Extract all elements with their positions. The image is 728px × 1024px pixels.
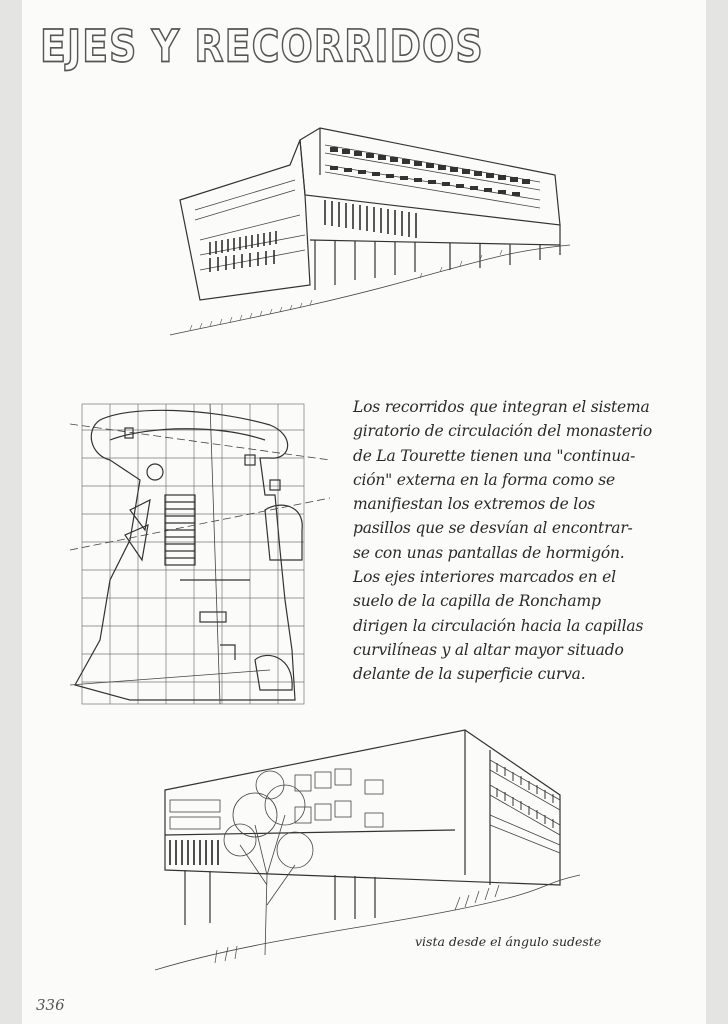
text-line: dirigen la circulación hacia la capillas bbox=[353, 616, 644, 635]
page-title: EJES Y RECORRIDOS bbox=[40, 20, 484, 72]
monastery-sketch-top bbox=[160, 120, 580, 345]
page-number: 336 bbox=[36, 996, 65, 1014]
text-line: se con unas pantallas de hormigón. bbox=[353, 543, 625, 562]
text-line: ción" externa en la forma como se bbox=[353, 470, 615, 489]
text-line: Los recorridos que integran el sistema bbox=[353, 398, 650, 416]
text-line: manifiestan los extremos de los bbox=[353, 495, 595, 514]
left-margin bbox=[0, 0, 22, 1024]
right-margin bbox=[706, 0, 728, 1024]
text-line: pasillos que se desvían al encontrar- bbox=[353, 519, 633, 538]
text-line: giratorio de circulación del monasterio bbox=[353, 422, 653, 441]
text-line: de La Tourette tienen una "continua- bbox=[353, 446, 636, 465]
figure-caption: vista desde el ángulo sudeste bbox=[415, 934, 602, 949]
text-line: suelo de la capilla de Ronchamp bbox=[353, 592, 601, 611]
text-line: delante de la superficie curva. bbox=[353, 665, 586, 684]
chapel-plan-drawing bbox=[70, 400, 330, 712]
text-line: Los ejes interiores marcados en el bbox=[353, 568, 616, 587]
body-text bbox=[353, 395, 683, 687]
text-line: curvilíneas y al altar mayor situado bbox=[353, 640, 624, 659]
